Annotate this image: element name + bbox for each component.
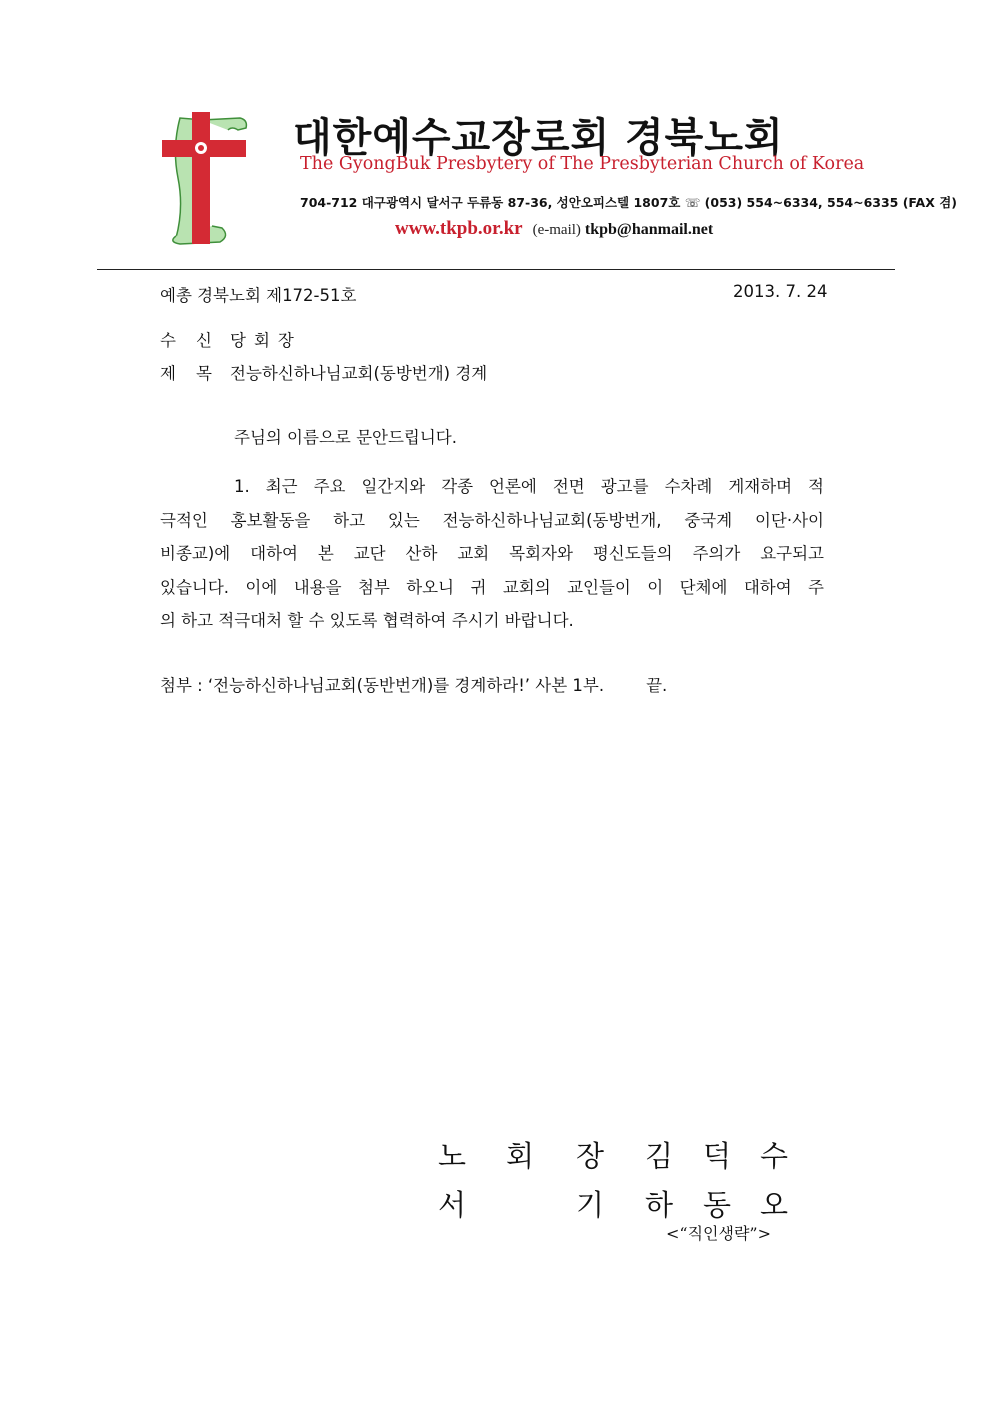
signature-char: 하: [645, 1188, 674, 1222]
subject-label: 제목: [160, 364, 232, 383]
signature-char: 덕: [703, 1139, 732, 1173]
end-mark: 끝.: [646, 676, 668, 695]
website-link[interactable]: www.tkpb.or.kr: [395, 218, 523, 239]
signature-char: 장: [576, 1139, 605, 1173]
paragraph-line: 극적인 홍보활동을 하고 있는 전능하신하나님교회(동방번개, 중국계 이단·사이: [160, 510, 824, 530]
cross-icon: [162, 112, 246, 244]
paragraph-line: 있습니다. 이에 내용을 첨부 하오니 귀 교회의 교인들이 이 단체에 대하여 주: [160, 577, 824, 597]
recipient-label: 수신: [160, 331, 232, 350]
signature-char: 김: [645, 1139, 674, 1173]
signature-char: 서: [438, 1188, 467, 1222]
greeting: 주님의 이름으로 문안드립니다.: [234, 428, 457, 447]
recipient-value: 당회장: [230, 331, 302, 350]
paragraph-line: 비종교)에 대하여 본 교단 산하 교회 목회자와 평신도들의 주의가 요구되고: [160, 544, 824, 563]
signature-char: 노: [438, 1139, 467, 1173]
seal-omitted-note: <“직인생략”>: [666, 1224, 771, 1243]
presbytery-logo: [158, 108, 252, 246]
organization-english-name: The GyongBuk Presbytery of The Presbyterian Church of Korea: [300, 154, 865, 174]
organization-contact: [395, 218, 713, 240]
email-link[interactable]: tkpb@hanmail.net: [584, 221, 714, 238]
paragraph-line: 의 하고 적극대처 할 수 있도록 협력하여 주시기 바랍니다.: [160, 611, 574, 630]
signature-char: 동: [703, 1188, 732, 1222]
signature-moderator: [0, 1134, 992, 1174]
subject-row: [160, 360, 487, 384]
attachment-line: [160, 672, 667, 696]
body-paragraph: [160, 470, 824, 638]
organization-address: 704-712 대구광역시 달서구 두류동 87-36, 성안오피스텔 1807호 ☏ (053) 554~6334, 554~6335 (FAX 겸): [300, 195, 957, 210]
attachment-text: 첨부 : ‘전능하신하나님교회(동반번개)를 경계하라!’ 사본 1부.: [160, 676, 605, 695]
header-divider: [97, 269, 895, 270]
signature-char: 기: [576, 1188, 605, 1222]
document-number: 예총 경북노회 제172-51호: [160, 286, 357, 305]
signature-char: 회: [506, 1139, 535, 1173]
signature-char: 오: [760, 1188, 789, 1222]
document-date: 2013. 7. 24: [733, 282, 828, 301]
email-label: (e-mail): [532, 222, 581, 238]
signature-clerk: [0, 1183, 992, 1223]
paragraph-line: 1. 최근 주요 일간지와 각종 언론에 전면 광고를 수차례 게재하며 적: [234, 477, 824, 496]
signature-char: 수: [760, 1139, 789, 1173]
subject-value: 전능하신하나님교회(동방번개) 경계: [230, 364, 488, 383]
organization-title: 대한예수교장로회 경북노회: [293, 114, 784, 161]
recipient-row: [160, 327, 302, 351]
